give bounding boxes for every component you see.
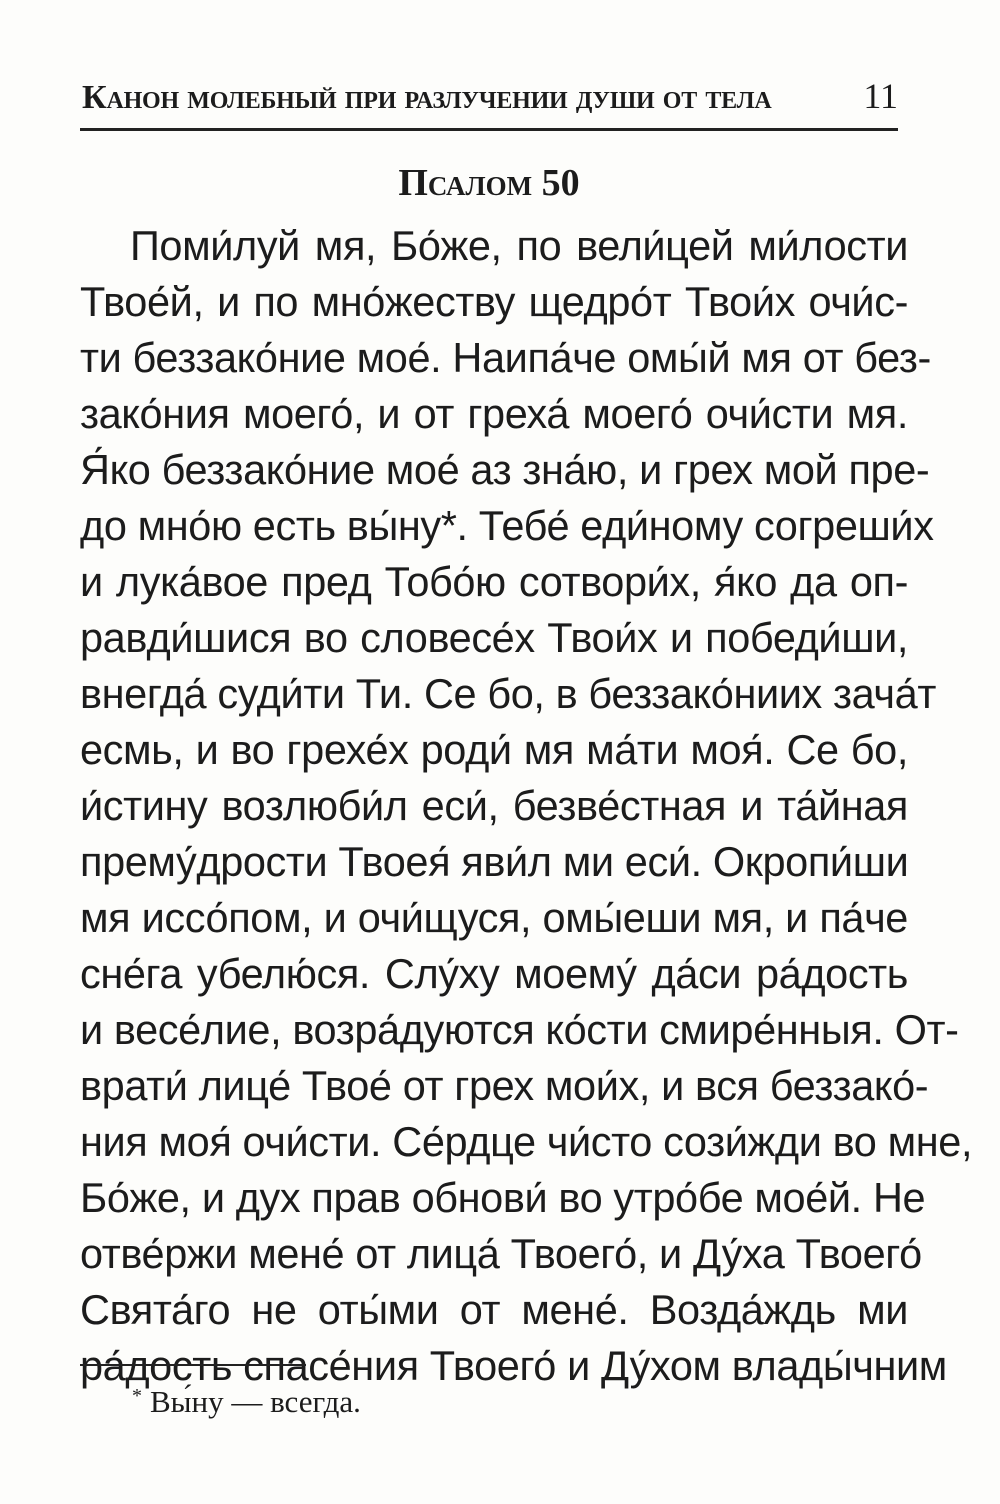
- text-line: прему́дрости Твоея́ яви́л ми еси́. Окропи́ши: [80, 838, 909, 885]
- psalm-text: [80, 218, 973, 1394]
- text-line: и лука́вое пред Тобо́ю сотвори́х, я́ко да оп-: [80, 558, 908, 605]
- running-header: [80, 70, 898, 131]
- footnote-text: Вы́ну — всегда.: [150, 1384, 361, 1419]
- text-line: Бо́же, и дух прав обнови́ во утро́бе мое́й. Не: [80, 1174, 926, 1221]
- text-line: врати́ лице́ Твое́ от грех мои́х, и вся беззако́-: [80, 1062, 929, 1109]
- page-number: 11: [863, 76, 898, 116]
- text-line: есмь, и во грехе́х роди́ мя ма́ти моя́. Се бо,: [80, 726, 908, 773]
- footnote: [132, 1382, 361, 1426]
- text-line: Свята́го не оты́ми от мене́. Возда́ждь ми: [80, 1286, 908, 1333]
- text-line: равди́шися во словесе́х Твои́х и победи́ши,: [80, 614, 908, 661]
- text-line: Поми́луй мя, Бо́же, по вели́цей ми́лости: [130, 222, 908, 269]
- text-line: до мно́ю есть вы́ну*. Тебе́ еди́ному согреши́х: [80, 502, 934, 549]
- text-line: мя иссо́пом, и очи́щуся, омы́еши мя, и па́че: [80, 894, 908, 941]
- text-line: сне́га убелю́ся. Слу́ху моему́ да́си ра́дость: [80, 950, 908, 997]
- footnote-mark: *: [132, 1385, 142, 1407]
- text-line: Я́ко беззако́ние мое́ аз зна́ю, и грех мой пре-: [80, 446, 930, 493]
- text-line: ра́дость спасе́ния Твоего́ и Ду́хом влады́чним: [80, 1342, 947, 1389]
- text-line: внегда́ суди́ти Ти. Се бо, в беззако́ниих зача́т: [80, 670, 936, 717]
- running-title: Канон молебный при разлучении души от тела: [82, 79, 772, 116]
- text-line: ти беззако́ние мое́. Наипа́че омы́й мя от без-: [80, 334, 931, 381]
- text-line: и́стину возлюби́л еси́, безве́стная и та́йная: [80, 782, 908, 829]
- text-line: и весе́лие, возра́дуются ко́сти смире́нныя. От-: [80, 1006, 959, 1053]
- text-line: зако́ния моего́, и от греха́ моего́ очи́сти мя.: [80, 390, 908, 437]
- text-line: ния моя́ очи́сти. Се́рдце чи́сто сози́жди во мне,: [80, 1118, 973, 1165]
- footnote-divider: [80, 1364, 306, 1366]
- text-line: Твое́й, и по мно́жеству щедро́т Твои́х очи́с-: [80, 278, 908, 325]
- psalm-title: Псалом 50: [398, 162, 580, 204]
- text-line: отве́ржи мене́ от лица́ Твоего́, и Ду́ха Твоего́: [80, 1230, 922, 1277]
